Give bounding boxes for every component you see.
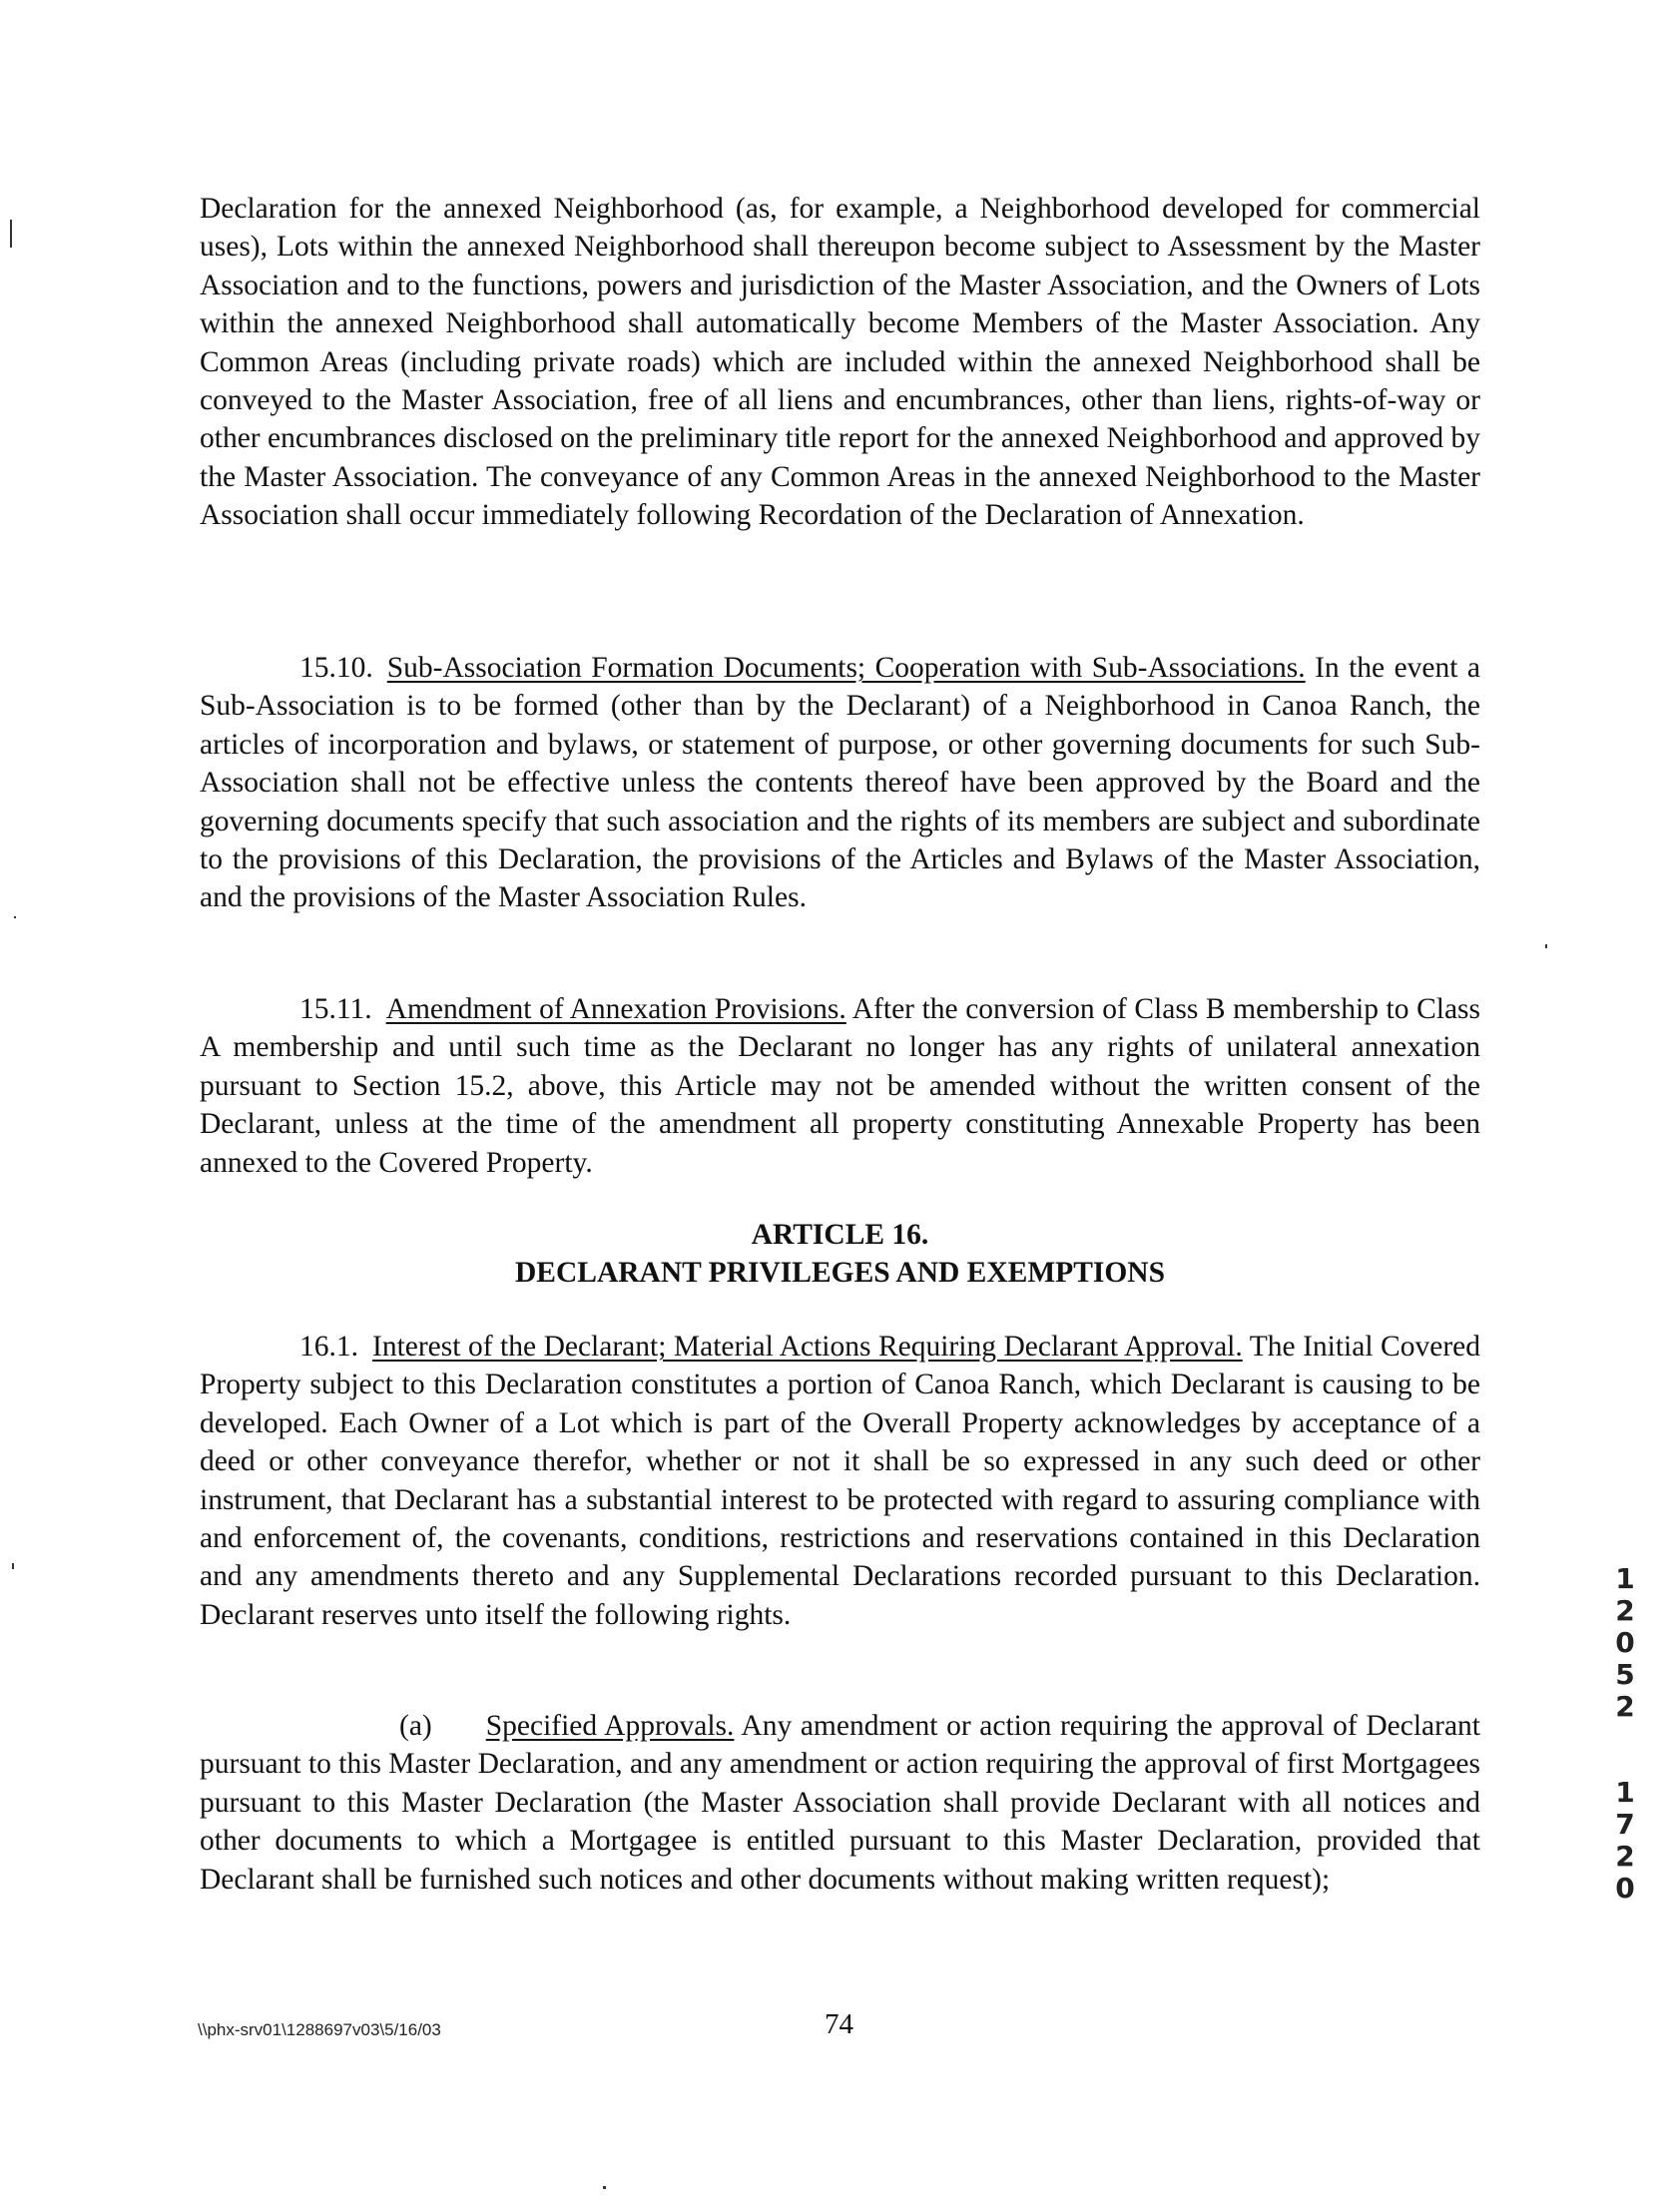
section-number: 15.10. (299, 652, 373, 684)
section-title: Amendment of Annexation Provisions. (385, 993, 846, 1025)
section-text: The Initial Covered Property subject to this Declaration constitutes a portion of Canoa Ranch, which Declarant is causing to be developed. Each Owner of a Lot which is part of the Overall Property acknowledges by acceptance of a deed or other conveyance therefor, whether or not it shall be so expressed in any such deed or other instrument, that Declarant has a substantial interest to be protected with regard to assuring compliance with and enforcement of, the covenants, conditions, restrictions and reservations contained in this Declaration and any amendments thereto and any Supplemental Declarations recorded pursuant to this Declaration. Declarant reserves unto itself the following rights. (200, 1331, 1480, 1631)
section-text: In the event a Sub-Association is to be formed (other than by the Declarant) of a Neighborhood in Canoa Ranch, the articles of incorporation and bylaws, or statement of purpose, or other governing documents for such Sub-Association shall not be effective unless the contents thereof have been approved by the Board and the governing documents specify that such association and the rights of its members are subject and subordinate to the provisions of this Declaration, the provisions of the Articles and Bylaws of the Master Association, and the provisions of the Master Association Rules. (200, 652, 1481, 914)
footer-document-path: \\phx-srv01\1288697v03\5/16/03 (198, 2020, 441, 2039)
stamp-digit: 2 (1615, 1594, 1635, 1627)
subsection-title: Specified Approvals. (485, 1710, 735, 1742)
section-number: 16.1. (299, 1331, 358, 1363)
paragraph-text: Declaration for the annexed Neighborhood (as, for example, a Neighborhood developed for commercial uses), Lots within the annexed Neighborhood shall thereupon become subject to Assessment by the Master Association and to the functions, powers and jurisdiction of the Master Association, and the Owners of Lots within the annexed Neighborhood shall automatically become Members of the Master Association. Any Common Areas (including private roads) which are included within the annexed Neighborhood shall be conveyed to the Master Association, free of all liens and encumbrances, other than liens, rights-of-way or other encumbrances disclosed on the preliminary title report for the annexed Neighborhood and approved by the Master Association. The conveyance of any Common Areas in the annexed Neighborhood to the Master Association shall occur immediately following Recordation of the Declaration of Annexation. (200, 193, 1480, 532)
section-15-11 (200, 990, 1480, 1182)
section-number: 15.11. (299, 993, 372, 1025)
subsection-text: Any amendment or action requiring the approval of Declarant pursuant to this Master Declaration, and any amendment or action requiring the approval of first Mortgagees pursuant to this Master Declaration (the Master Association shall provide Declarant with all notices and other documents to which a Mortgagee is entitled pursuant to this Master Declaration, provided that Declarant shall be furnished such notices and other documents without making written request); (200, 1710, 1480, 1896)
stamp-digit: 2 (1615, 1840, 1635, 1873)
section-text: After the conversion of Class B membership to Class A membership and until such time as the Declarant no longer has any rights of unilateral annexation pursuant to Section 15.2, above, this Article may not be amended without the written consent of the Declarant, unless at the time of the amendment all property constituting Annexable Property has been annexed to the Covered Property. (200, 993, 1481, 1179)
paragraph-annexation-continued (200, 190, 1480, 535)
section-16-1 (200, 1328, 1480, 1634)
recording-stamp-upper (1607, 1563, 1643, 1723)
scan-mark (12, 1563, 14, 1569)
stamp-digit: 1 (1615, 1776, 1635, 1809)
scan-mark (14, 916, 16, 918)
stamp-digit: 0 (1615, 1626, 1635, 1659)
recording-stamp-lower (1607, 1777, 1643, 1905)
section-title: Sub-Association Formation Documents; Cooperation with Sub-Associations. (386, 652, 1306, 684)
section-16-1-a (200, 1707, 1480, 1899)
stamp-digit: 5 (1615, 1658, 1635, 1691)
scan-mark (10, 220, 12, 248)
page-number: 74 (825, 2008, 853, 2040)
stamp-digit: 7 (1615, 1808, 1635, 1841)
article-title: DECLARANT PRIVILEGES AND EXEMPTIONS (514, 1257, 1166, 1290)
subsection-label: (a) (399, 1710, 432, 1742)
stamp-digit: 2 (1615, 1690, 1635, 1723)
article-number: ARTICLE 16. (751, 1219, 929, 1251)
stamp-digit: 0 (1615, 1872, 1635, 1905)
scan-mark (603, 2186, 606, 2189)
scan-mark (1545, 944, 1547, 948)
stamp-digit: 1 (1615, 1562, 1635, 1595)
section-15-10 (200, 649, 1480, 917)
article-heading (200, 1216, 1480, 1293)
section-title: Interest of the Declarant; Material Actions Requiring Declarant Approval. (372, 1331, 1243, 1363)
